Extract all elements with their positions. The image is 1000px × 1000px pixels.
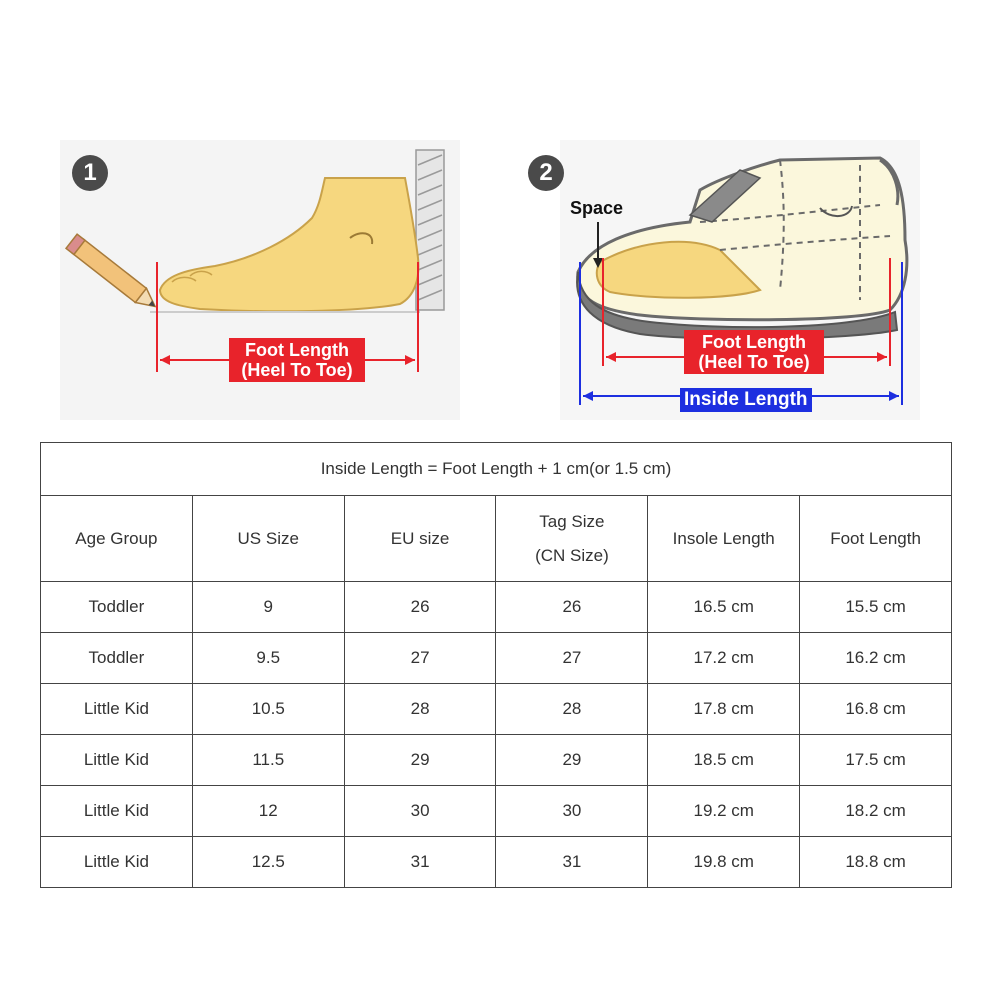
cell-foot-length: 16.2 cm: [800, 633, 952, 684]
table-row: [41, 837, 952, 888]
header-label: Insole Length: [672, 528, 775, 548]
wall-icon: [416, 150, 444, 310]
diagram-graphics: [0, 0, 1000, 430]
table-row: [41, 786, 952, 837]
step-1-badge: 1: [72, 155, 108, 191]
foot-length-label-1-line1: Foot Length: [245, 340, 349, 360]
cell-eu-size: 29: [344, 735, 496, 786]
cell-tag-size: 27: [496, 633, 648, 684]
foot-length-label-2: [684, 330, 824, 374]
cell-insole-length: 18.5 cm: [648, 735, 800, 786]
cell-foot-length: 17.5 cm: [800, 735, 952, 786]
header-label: EU size: [390, 528, 450, 548]
header-label: Foot Length: [830, 528, 921, 548]
header-label: US Size: [237, 528, 299, 548]
cell-us-size: 12: [192, 786, 344, 837]
header-age-group: [41, 496, 193, 582]
table-row: [41, 633, 952, 684]
header-insole-length: [648, 496, 800, 582]
cell-age-group: Little Kid: [41, 735, 193, 786]
header-foot-length: [800, 496, 952, 582]
header-us-size: [192, 496, 344, 582]
header-eu-size: [344, 496, 496, 582]
size-table: [40, 442, 952, 888]
measurement-diagram: [0, 0, 1000, 430]
cell-age-group: Little Kid: [41, 684, 193, 735]
cell-eu-size: 28: [344, 684, 496, 735]
cell-eu-size: 26: [344, 582, 496, 633]
cell-us-size: 12.5: [192, 837, 344, 888]
foot-length-label-2-line1: Foot Length: [702, 332, 806, 352]
cell-us-size: 11.5: [192, 735, 344, 786]
cell-tag-size: 31: [496, 837, 648, 888]
header-tag-size: [496, 496, 648, 582]
cell-tag-size: 26: [496, 582, 648, 633]
foot-length-label-2-line2: (Heel To Toe): [698, 352, 810, 372]
table-row: [41, 582, 952, 633]
cell-eu-size: 30: [344, 786, 496, 837]
header-label-sub: (CN Size): [535, 545, 609, 565]
cell-insole-length: 19.8 cm: [648, 837, 800, 888]
formula-text: Inside Length = Foot Length + 1 cm(or 1.5 cm): [41, 443, 952, 496]
cell-eu-size: 27: [344, 633, 496, 684]
cell-tag-size: 28: [496, 684, 648, 735]
cell-insole-length: 19.2 cm: [648, 786, 800, 837]
cell-age-group: Toddler: [41, 582, 193, 633]
step-2-badge: 2: [528, 155, 564, 191]
cell-foot-length: 18.8 cm: [800, 837, 952, 888]
cell-foot-length: 15.5 cm: [800, 582, 952, 633]
header-label: Age Group: [75, 528, 158, 548]
formula-row: [41, 443, 952, 496]
header-label: Tag Size: [539, 511, 605, 531]
cell-tag-size: 29: [496, 735, 648, 786]
cell-tag-size: 30: [496, 786, 648, 837]
cell-age-group: Little Kid: [41, 786, 193, 837]
inside-length-label: Inside Length: [680, 388, 812, 412]
header-row: [41, 496, 952, 582]
table-row: [41, 735, 952, 786]
cell-us-size: 10.5: [192, 684, 344, 735]
cell-age-group: Toddler: [41, 633, 193, 684]
cell-insole-length: 16.5 cm: [648, 582, 800, 633]
cell-us-size: 9.5: [192, 633, 344, 684]
cell-eu-size: 31: [344, 837, 496, 888]
foot-length-label-1-line2: (Heel To Toe): [241, 360, 353, 380]
space-label: Space: [570, 198, 624, 218]
cell-foot-length: 16.8 cm: [800, 684, 952, 735]
cell-insole-length: 17.2 cm: [648, 633, 800, 684]
cell-foot-length: 18.2 cm: [800, 786, 952, 837]
cell-insole-length: 17.8 cm: [648, 684, 800, 735]
cell-age-group: Little Kid: [41, 837, 193, 888]
table-row: [41, 684, 952, 735]
foot-length-label-1: [229, 338, 365, 382]
cell-us-size: 9: [192, 582, 344, 633]
